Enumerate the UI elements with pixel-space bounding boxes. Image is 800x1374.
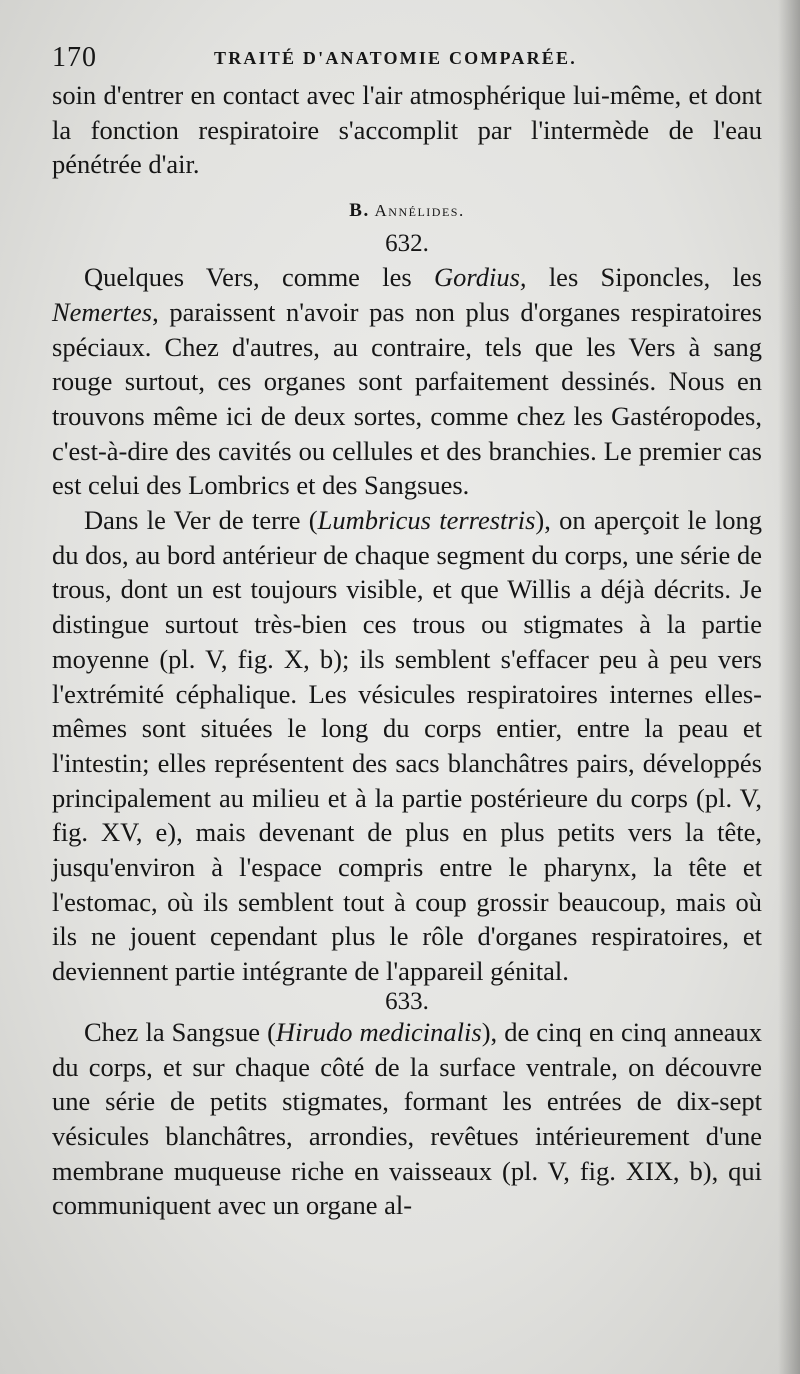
section-title: Annélides. <box>374 201 465 221</box>
running-title: TRAITÉ D'ANATOMIE COMPARÉE. <box>214 48 577 68</box>
section-heading <box>52 200 762 222</box>
taxon-gordius: Gordius, <box>433 262 527 293</box>
text-run: Chez la Sangsue ( <box>84 1016 276 1047</box>
text-run: Quelques Vers, comme les <box>84 262 434 293</box>
article-632-paragraph-2 <box>52 503 762 989</box>
running-head <box>52 38 762 78</box>
text-run: ), de cinq en cinq anneaux du corps, et sur chaque côté de la surface ventrale, on découvre une série de petits stigmates, formant les entrées de dix-sept vésicules blanchâtres, arrondies, revêtues intérieurement d'une membrane muqueuse riche en vaisseaux (pl. V, fig. XIX, b), qui communiquent avec un organe al- <box>52 1016 762 1221</box>
article-632-paragraph-1 <box>52 260 762 503</box>
page-edge-shadow <box>778 0 800 1374</box>
taxon-lumbricus: Lumbricus terrestris <box>317 505 536 536</box>
text-run: , paraissent n'avoir pas non plus d'organes respiratoires spéciaux. Chez d'autres, au contraire, tels que les Vers à sang rouge surtout, ces organes sont parfaitement dessinés. Nous en trouvons même ici de deux sortes, comme chez les Gastéropodes, c'est-à-dire des cavités ou cellules et des branchies. Le premier cas est celui des Lombrics et des Sangsues. <box>52 296 762 501</box>
page-content <box>52 38 762 1223</box>
text-run: les Siponcles, les <box>526 262 762 293</box>
intro-paragraph: soin d'entrer en contact avec l'air atmosphérique lui-même, et dont la fonction respiratoire s'accomplit par l'intermède de l'eau pénétrée d'air. <box>52 80 762 180</box>
article-number-633: 633. <box>385 987 429 1015</box>
article-633-paragraph-1 <box>52 1015 762 1223</box>
taxon-nemertes: Nemertes <box>52 296 153 327</box>
text-run: Dans le Ver de terre ( <box>84 505 318 536</box>
article-number-632: 632. <box>385 230 429 258</box>
section-letter: B. <box>349 200 370 222</box>
text-run: ), on aperçoit le long du dos, au bord antérieur de chaque segment du corps, une série de trous, dont un est toujours visible, et que Willis a déjà décrits. Je distingue surtout très-bien ces trous ou stigmates à la partie moyenne (pl. V, fig. X, b); ils semblent s'effacer peu à peu vers l'extrémité céphalique. Les vésicules respiratoires internes elles-mêmes sont situées le long du corps entier, entre la peau et l'intestin; elles représentent des sacs blanchâtres pairs, développés principalement au milieu et à la partie postérieure du corps (pl. V, fig. XV, e), mais devenant de plus en plus petits vers la tête, jusqu'environ à l'espace compris entre le pharynx, la tête et l'estomac, où ils semblent tout à coup grossir beaucoup, mais où ils ne jouent cependant plus le rôle d'organes respiratoires, et deviennent partie intégrante de l'appareil génital. <box>52 505 762 987</box>
page-number: 170 <box>52 42 97 73</box>
taxon-hirudo: Hirudo medicinalis <box>275 1016 482 1047</box>
